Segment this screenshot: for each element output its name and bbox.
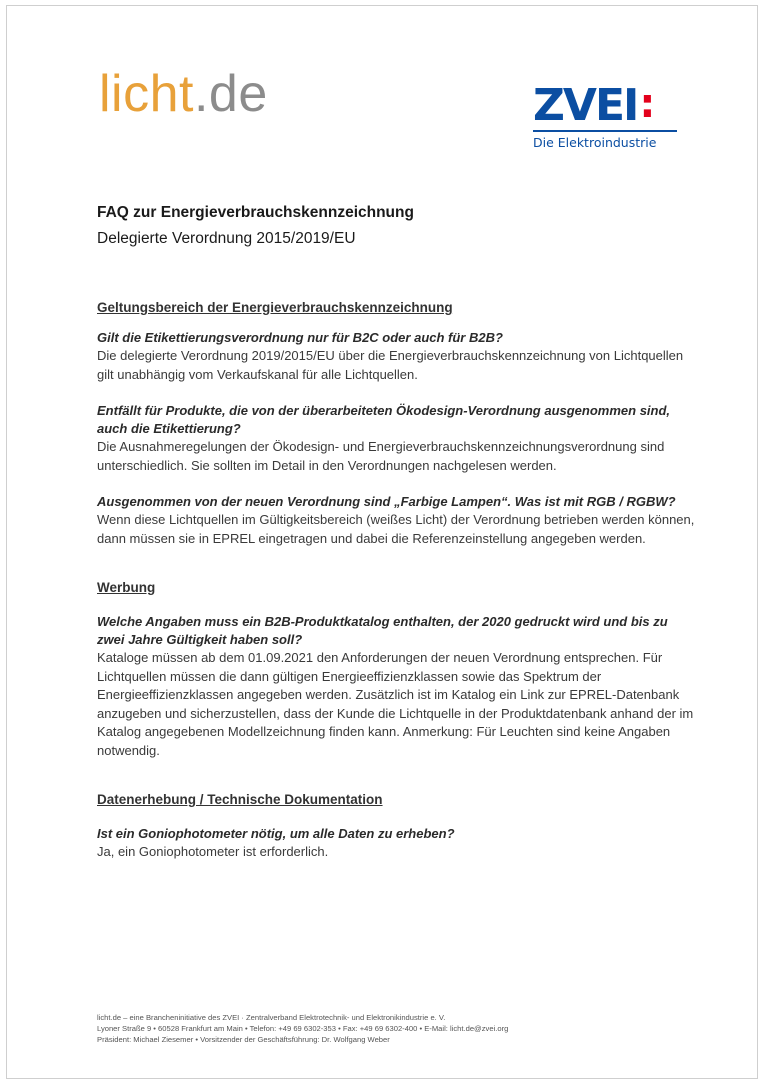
faq-item [97,402,697,475]
faq-item [97,825,697,862]
footer-line: licht.de – eine Brancheninitiative des ZVEI · Zentralverband Elektrotechnik- und Elektronikindustrie e. V. [97,1013,446,1022]
faq-item [97,329,697,384]
licht-de-logo [99,65,268,123]
section-advertising [97,580,697,760]
faq-question: Entfällt für Produkte, die von der überarbeiteten Ökodesign-Verordnung ausgenommen sind, auch die Etikettierung? [97,403,671,436]
faq-question: Ausgenommen von der neuen Verordnung sind „Farbige Lampen“. Was ist mit RGB / RGBW? [97,494,676,509]
zvei-logo-colon: : [639,81,656,127]
zvei-logo-subtitle: Die Elektroindustrie [533,130,677,150]
licht-logo-main: licht [99,65,194,123]
faq-question: Ist ein Goniophotometer nötig, um alle Daten zu erheben? [97,826,455,841]
faq-answer: Die Ausnahmeregelungen der Ökodesign- und Energieverbrauchskennzeichnungsverordnung sind unterschiedlich. Sie sollten im Detail in den Verordnungen nachgelesen werden. [97,439,665,473]
faq-answer: Kataloge müssen ab dem 01.09.2021 den Anforderungen der neuen Verordnung entsprechen. Für Lichtquellen müssen die dann gültigen Energieeffizienzklassen sowie das Spektrum der Energieeffizienzklassen angegeben werden. Zusätzlich ist im Katalog ein Link zur EPREL-Datenbank anzugeben und sicherzustellen, dass der Kunde die Lichtquelle in der Produktdatenbank anhand der im Katalog angegebenen Modellzeichnung finden kann. Anmerkung: Für Leuchten sind keine Angaben notwendig. [97,650,694,758]
section-heading: Werbung [97,580,156,595]
faq-answer: Wenn diese Lichtquellen im Gültigkeitsbereich (weißes Licht) der Verordnung betrieben werden können, dann müssen sie in EPREL eingetragen und dabei die Referenzeinstellung angegeben werden. [97,512,695,546]
section-heading: Geltungsbereich der Energieverbrauchskennzeichnung [97,300,453,315]
faq-question: Welche Angaben muss ein B2B-Produktkatalog enthalten, der 2020 gedruckt wird und bis zu zwei Jahre Gültigkeit haben soll? [97,614,668,647]
section-scope [97,300,697,548]
licht-logo-tld: .de [193,65,268,123]
document-footer [97,1012,697,1045]
faq-answer: Ja, ein Goniophotometer ist erforderlich. [97,844,329,859]
zvei-logo-word: ZVEI [533,80,638,131]
document-page [6,5,758,1079]
document-title: FAQ zur Energieverbrauchskennzeichnung [97,204,414,221]
section-heading: Datenerhebung / Technische Dokumentation [97,792,383,807]
zvei-logo [533,80,683,150]
footer-line: Lyoner Straße 9 • 60528 Frankfurt am Main • Telefon: +49 69 6302-353 • Fax: +49 69 6302-400 • E-Mail: licht.de@zvei.org [97,1024,509,1033]
faq-item [97,613,697,760]
section-data-collection [97,792,697,862]
faq-answer: Die delegierte Verordnung 2019/2015/EU über die Energieverbrauchskennzeichnung von Lichtquellen gilt unabhängig vom Verkaufskanal für alle Lichtquellen. [97,348,684,382]
faq-item [97,493,697,548]
document-subtitle: Delegierte Verordnung 2015/2019/EU [97,230,356,247]
faq-question: Gilt die Etikettierungsverordnung nur für B2C oder auch für B2B? [97,330,503,345]
footer-line: Präsident: Michael Ziesemer • Vorsitzender der Geschäftsführung: Dr. Wolfgang Weber [97,1035,390,1044]
document-content [97,204,697,862]
